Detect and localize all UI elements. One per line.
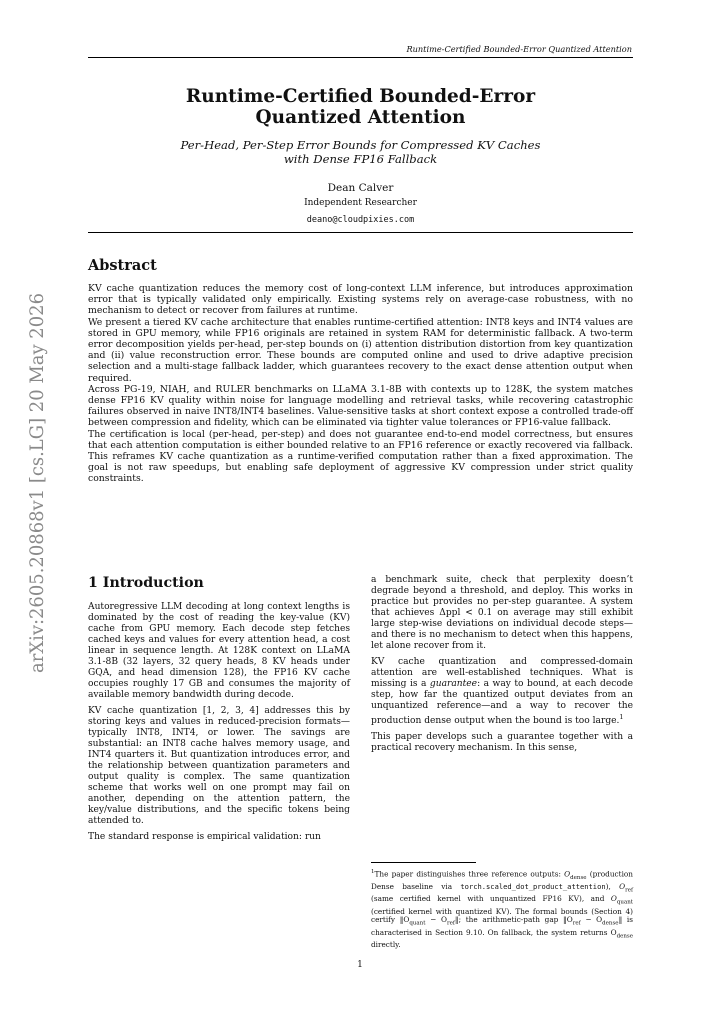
emphasis: guarantee [429, 679, 478, 689]
abstract-heading: Abstract [88, 257, 157, 274]
arxiv-sidebar [27, 281, 48, 674]
text-run: ‖ is characterised in Section 9.10. On fallback, the system returns O [371, 915, 634, 937]
body-paragraph [371, 657, 633, 727]
footnote-marker[interactable]: 1 [619, 713, 624, 721]
abstract-paragraph: KV cache quantization reduces the memory cost of long-context LLM inference, but introduces approximation error that is typically validated only empirically. Existing systems rely on average-case robustness, with no mechanism to detect or recover from failures at runtime. [88, 283, 633, 317]
subtitle-line-1: Per-Head, Per-Step Error Bounds for Compressed KV Caches [180, 138, 541, 152]
author-email: deano@cloudpixies.com [306, 215, 415, 225]
code-snippet: torch.scaled_dot_product_attention [460, 881, 606, 891]
abstract-paragraph: The certification is local (per-head, per-step) and does not guarantee end-to-end model correctness, but ensures that each attention computation is either bounded relative to an FP16 reference or exactly recovered via fallback. This reframes KV cache quantization as a runtime-verified computation rather than a fixed approximation. The goal is not raw speedups, but enabling safe deployment of aggressive KV compression under strict quality constraints. [88, 428, 633, 485]
author-affiliation: Independent Researcher [304, 198, 417, 208]
math-subscript: dense [570, 874, 587, 881]
body-paragraph: This paper develops such a guarantee together with a practical recovery mechanism. In this sense, [371, 732, 633, 754]
abstract-body [88, 283, 633, 485]
footnote-rule [371, 862, 476, 863]
body-paragraph: The standard response is empirical validation: run [88, 832, 321, 842]
body-paragraph: KV cache quantization [1, 2, 3, 4] addresses this by storing keys and values in reduced-precision formats—typically INT8, INT4, or lower. The savings are substantial: an INT8 cache halves memory usage, and INT4 quarters it. But quantization introduces error, and the relationship between quantization parameters and output quality is complex. The same quantization scheme that works well on one prompt may fail on another, depending on the attention pattern, the key/value distributions, and the specific tokens being attended to. [88, 706, 350, 826]
text-run: − O [425, 915, 447, 925]
title-line-1: Runtime-Certified Bounded-Error [185, 86, 536, 107]
math-subscript: quant [409, 920, 426, 927]
text-run: (production Dense baseline via [371, 869, 633, 891]
paper-subtitle [88, 139, 633, 166]
text-run: directly. [371, 940, 401, 950]
footnote [371, 868, 633, 950]
math-symbol: O [564, 869, 571, 879]
subtitle-line-2: with Dense FP16 Fallback [283, 151, 438, 166]
text-run: (same certified kernel with unquantized FP16 KV), and [371, 894, 611, 904]
text-run: : a way to bound, at each decode step, how far the quantized output deviates from an unquantized reference—and a way to recover the production dense output when the bound is too large. [371, 679, 633, 727]
page-number: 1 [357, 960, 363, 970]
math-subscript: quant [616, 899, 633, 906]
title-line-2: Quantized Attention [255, 107, 466, 128]
math-subscript: dense [616, 933, 633, 940]
paper-title [88, 86, 633, 128]
text-run: ‖; the arithmetic-path gap ‖O [454, 915, 573, 925]
introduction-heading: 1 Introduction [88, 575, 204, 591]
text-run: KV cache quantization and compressed-domain attention are well-established techniques. What is missing is a [371, 657, 633, 689]
body-paragraph: Autoregressive LLM decoding at long context lengths is dominated by the cost of reading the key-value (KV) cache from GPU memory. Each decode step fetches cached keys and values for every attention head, a cost linear in sequence length. At 128K context on LLaMA 3.1-8B (32 layers, 32 query heads, 8 KV heads under GQA, and head dimension 128), the FP16 KV cache occupies roughly 17 GB and consumes the majority of available memory bandwidth during decode. [88, 602, 350, 700]
arxiv-identifier: arXiv:2605.20868v1 [cs.LG] 20 May 2026 [27, 281, 48, 673]
abstract-paragraph: We present a tiered KV cache architecture that enables runtime-certified attention: INT8 keys and INT4 values are stored in GPU memory, while FP16 originals are retained in system RAM for deterministic fallback. A two-term error decomposition yields per-head, per-step bounds on (i) attention distribution distortion from key quantization and (ii) value reconstruction error. These bounds are computed online and used to drive adaptive precision selection and a multi-stage fallback ladder, which guarantees recovery to the exact dense attention output when required. [88, 316, 633, 384]
text-run: ), [605, 881, 620, 891]
math-subscript: ref [572, 920, 581, 927]
math-symbol: O [619, 881, 626, 891]
text-run: The paper distinguishes three reference outputs: [374, 869, 565, 879]
math-symbol: O [610, 894, 617, 904]
math-subscript: dense [602, 920, 619, 927]
introduction-right-column [371, 575, 633, 759]
footnote-number: 1 [371, 869, 375, 875]
header-rule [88, 57, 633, 58]
abstract-paragraph: Across PG-19, NIAH, and RULER benchmarks on LLaMA 3.1-8B with contexts up to 128K, the system matches dense FP16 KV quality within noise for language modelling and retrieval tasks, while recovering catastrophic failures observed in naive INT8/INT4 baselines. Value-sensitive tasks at short context expose a controlled trade-off between compression and fidelity, which can be eliminated via tighter value tolerances or FP16-value fallback. [88, 383, 633, 429]
title-rule [88, 232, 633, 233]
introduction-left-column [88, 602, 350, 848]
body-paragraph: a benchmark suite, check that perplexity doesn’t degrade beyond a threshold, and deploy. This works in practice but provides no per-step guarantee. A system that achieves Δppl < 0.1 on average may still exhibit large step-wise deviations on individual decode steps—and there is no mechanism to detect when this happens, let alone recover from it. [371, 575, 633, 651]
running-head: Runtime-Certified Bounded-Error Quantized Attention [406, 44, 632, 54]
text-run: (certified kernel with quantized KV). The formal bounds (Section 4) certify ‖O [371, 906, 633, 925]
text-run: − O [580, 915, 603, 925]
math-subscript: ref [625, 887, 633, 894]
math-subscript: ref [447, 920, 455, 927]
author-name: Dean Calver [327, 182, 394, 194]
